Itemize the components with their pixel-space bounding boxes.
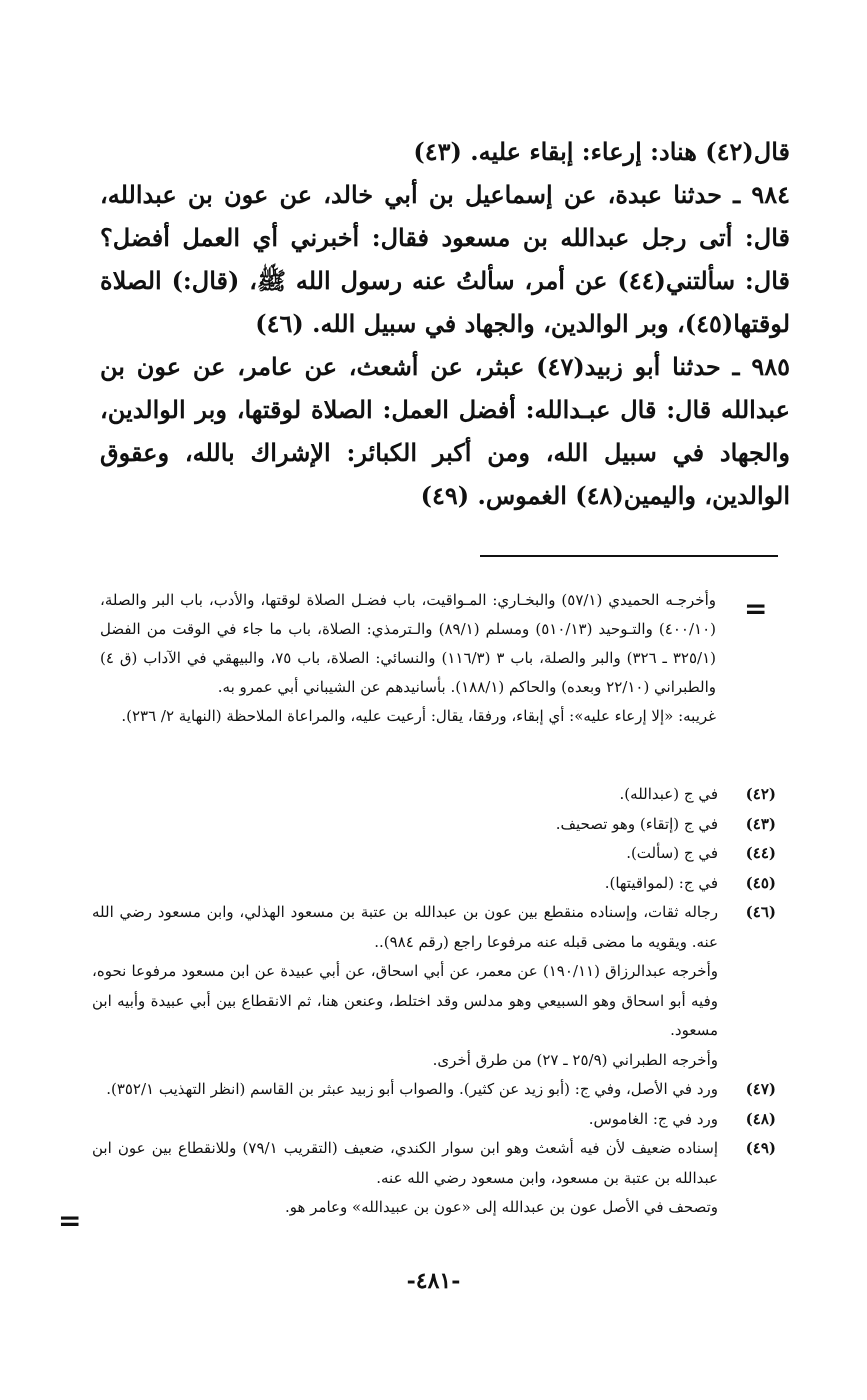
- footnotes-list: [92, 780, 776, 1223]
- footnote-number: (٤٢): [745, 785, 776, 803]
- footnote-text: ورد في الأصل، وفي ج: (أبو زيد عن كثير). والصواب أبو زبيد عبثر بن القاسم (انظر التهذيب ٣٥٢/١).: [106, 1080, 718, 1098]
- main-line-1: قال(٤٢) هناد: إرعاء: إبقاء عليه. (٤٣): [413, 137, 790, 166]
- footnote-text: في ج: (لمواقيتها).: [604, 873, 718, 892]
- footnote-intro: [100, 586, 716, 731]
- footnote-number: (٤٤): [745, 844, 776, 862]
- page-number: -٤٨١-: [406, 1268, 461, 1294]
- footnote-43: [92, 810, 776, 840]
- footnote-text: ورد في ج: الغاموس.: [588, 1109, 718, 1128]
- footnote-text: رجاله ثقات، وإسناده منقطع بين عون بن عبدالله بن عتبة بن مسعود الهذلي، وابن مسعود رضي الله عنه. ويقويه ما مضى قبله عنه مرفوعا راجع (رقم ٩٨٤)..: [92, 903, 718, 951]
- footnote-text: وأخرجه الطبراني (٢٥/٩ ـ ٢٧) من طرق أخرى.: [432, 1050, 718, 1069]
- footnote-45: [92, 869, 776, 899]
- footnote-separator: [480, 555, 778, 557]
- footnote-number: (٤٣): [745, 814, 776, 833]
- footnote-text: وتصحف في الأصل عون بن عبدالله إلى «عون بن عبيدالله» وعامر هو.: [284, 1198, 718, 1216]
- footnote-49: [92, 1134, 776, 1223]
- footnote-48: [92, 1105, 776, 1135]
- hadith-984: ٩٨٤ ـ حدثنا عبدة، عن إسماعيل بن أبي خالد، عن عون بن عبدالله، قال: أتى رجل عبدالله بن مسعود فقال: أخبرني أي العمل أفضل؟ قال: سألتني(٤٤) عن أمر، سألتُ عنه رسول الله ﷺ، (قال:) الصلاة لوقتها(٤٥)، وبر الوالدين، والجهاد في سبيل الله. (٤٦): [100, 180, 791, 338]
- footnote-number: (٤٩): [745, 1139, 776, 1157]
- footnote-text: إسناده ضعيف لأن فيه أشعث وهو ابن سوار الكندي، ضعيف (التقريب ٧٩/١) وللانقطاع بين عون ابن عبدالله بن عتبة بن مسعود، وابن مسعود رضي الله عنه.: [92, 1139, 718, 1187]
- footnote-number: (٤٨): [745, 1109, 776, 1128]
- footnote-42: [92, 780, 776, 810]
- footnote-number: (٤٧): [745, 1080, 776, 1098]
- footnote-takhrij: وأخرجـه الحميدي (٥٧/١) والبخـاري: المـواقيت، باب فضـل الصلاة لوقتها، والأدب، باب البر والصلة، (٤٠٠/١٠) والتـوحيد (٥١٠/١٣) ومسلم (٨٩/١) والـترمذي: الصلاة، باب ما جاء في الوقت من الفضل (٣٢٥/١ ـ ٣٢٦) والبر والصلة، باب ٣ (١١٦/٣) والنسائي: الصلاة، باب ٧٥، والبيهقي في الآداب (ق ٤) والطبراني (٢٢/١٠ وبعده) والحاكم (١٨٨/١). بأسانيدهم عن الشيباني أبي عمرو به.: [100, 591, 716, 696]
- main-hadith-text: [100, 130, 790, 517]
- footnote-47: [92, 1075, 776, 1105]
- continuation-mark: =: [744, 592, 768, 625]
- footnote-text: وأخرجه عبدالرزاق (١٩٠/١١) عن معمر، عن أبي اسحاق، عن أبي عبيدة عن ابن مسعود مرفوعا نحوه، وفيه أبو اسحاق وهو السبيعي وهو مدلس وقد اختلط، وعنعن هنا، ثم الانقطاع بين أبي عبيدة وأبيه ابن مسعود.: [92, 962, 718, 1039]
- footnote-text: في ج (إتقاء) وهو تصحيف.: [555, 814, 718, 833]
- footnote-46: [92, 898, 776, 1075]
- footnote-number: (٤٥): [745, 873, 776, 892]
- footnote-gharib: غريبه: «إلا إرعاء عليه»: أي إبقاء، ورفقا، يقال: أرعيت عليه، والمراعاة الملاحظة (النهاية ٢/ ٢٣٦).: [121, 707, 716, 725]
- footnote-number: (٤٦): [745, 903, 776, 921]
- footnote-text: في ج (سألت).: [626, 844, 718, 862]
- hadith-985: ٩٨٥ ـ حدثنا أبو زبيد(٤٧) عبثر، عن أشعث، عن عامر، عن عون بن عبدالله قال: قال عبـدالله: أفضل العمل: الصلاة لوقتها، وبر الوالدين، والجهاد في سبيل الله، ومن أكبر الكبائر: الإشراك بالله، وعقوق الوالدين، واليمين(٤٨) الغموس. (٤٩): [100, 352, 790, 510]
- footnote-44: [92, 839, 776, 869]
- footnote-text: في ج (عبدالله).: [619, 785, 718, 803]
- bottom-continuation-mark: =: [58, 1204, 82, 1237]
